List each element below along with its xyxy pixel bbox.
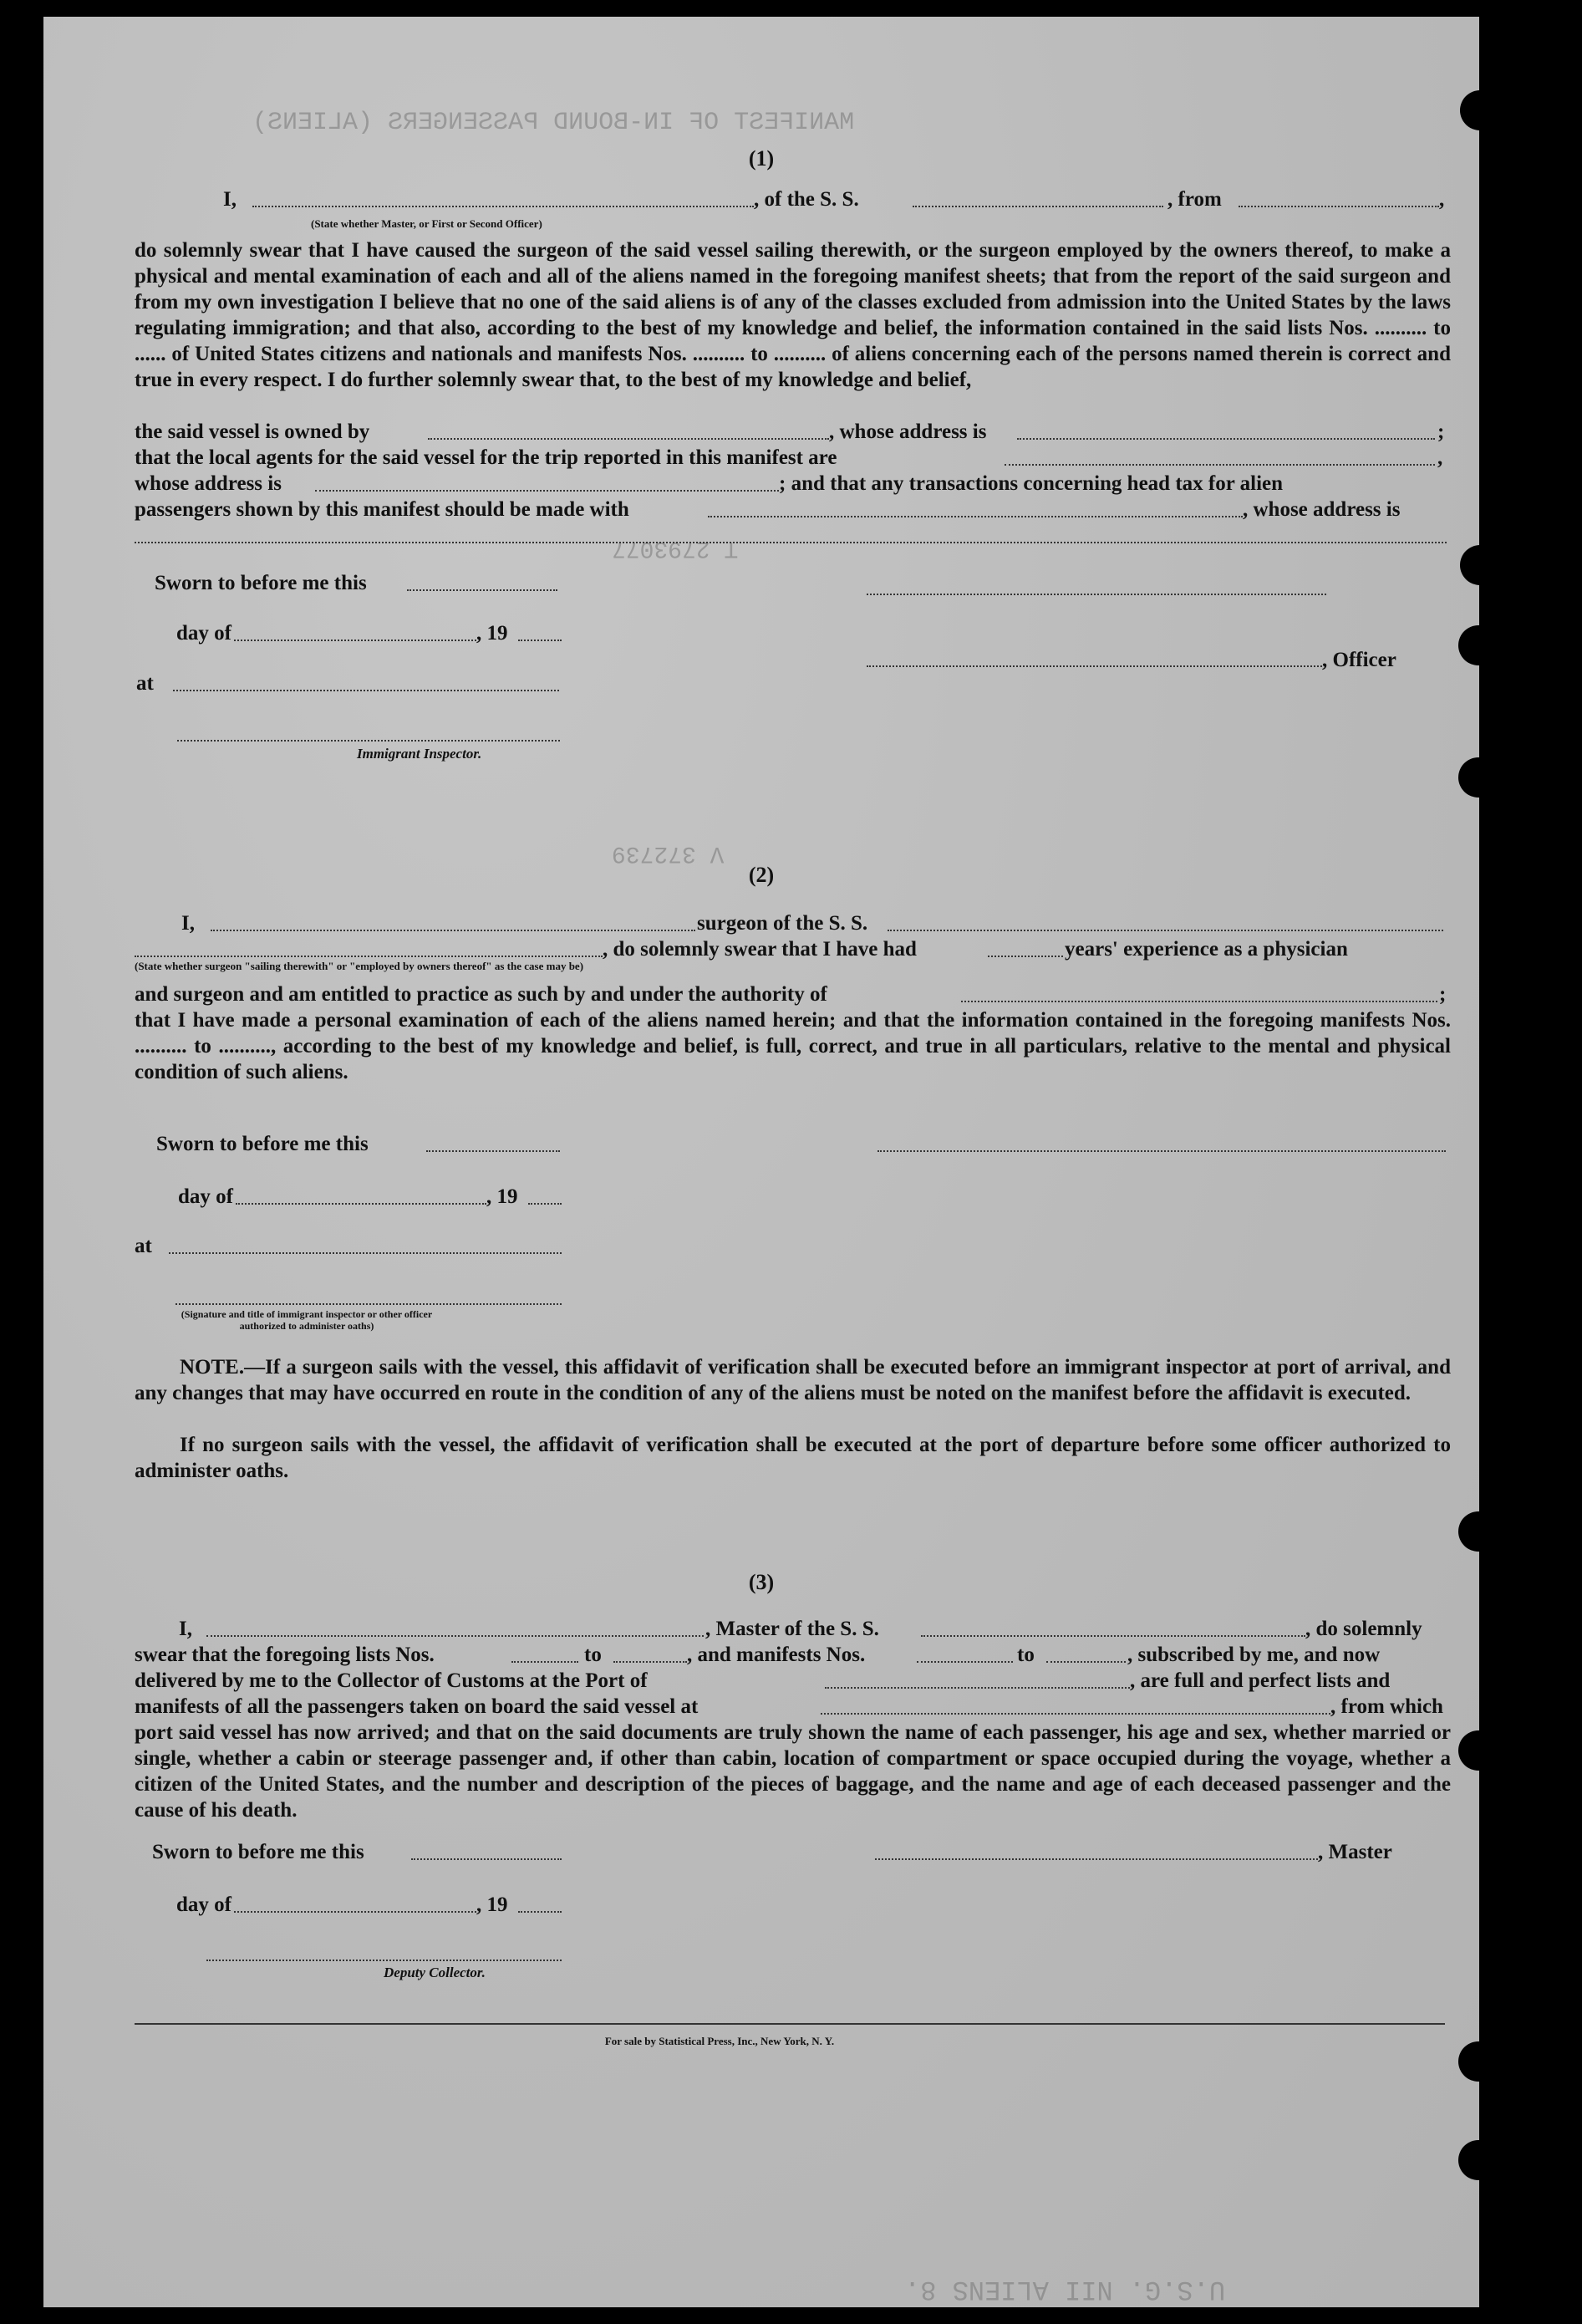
binder-hole [1460,545,1500,585]
s1-body: do solemnly swear that I have caused the surgeon of the said vessel sailing therewith, or the surgeon employed by the owners thereof, to make a physical and mental examination of each and all of the aliens named in the foregoing manifest sheets; that from the report of the said surgeon and from my own investigation I believe that no one of the said aliens is of any of the classes excluded from admission into the United States by the laws regulating immigration; and that also, according to the best of my knowledge and belief, the information contained in the said lists Nos. .......... to ...... of United States citizens and nationals and manifests Nos. .......... to .......... of aliens concerning each of the persons named therein is correct and true in every respect. I do further solemnly swear that, to the best of my knowledge and belief, [135,239,1451,391]
s2-year-field [528,1203,562,1205]
s2-surgeon-label: surgeon of the S. S. [697,912,868,935]
s3-solemnly-label: , do solemnly [1305,1618,1422,1640]
footer-publisher: For sale by Statistical Press, Inc., New York, N. Y. [604,2035,835,2047]
s3-manifests-from-field [917,1661,1013,1663]
s2-body: that I have made a personal examination of each of the aliens named herein; and that the information contained in the foregoing manifests Nos. .......... to .........., according to the best of my knowledge and belief, is full, correct, and true in all particulars, relative to the mental and physical condition of such aliens. [135,1009,1451,1083]
s1-day-label: day of [176,622,231,645]
s1-owned-label: the said vessel is owned by [135,420,370,443]
s2-authority-field [961,1001,1437,1002]
note-label: NOTE. [180,1356,245,1379]
binder-hole [1460,90,1500,130]
s2-years-label: years' experience as a physician [1065,938,1348,961]
s3-collector-label: delivered by me to the Collector of Customs at the Port of [135,1669,648,1692]
s3-lists-from-field [511,1661,578,1663]
s1-comma: , [1439,188,1445,211]
s1-owner-field [428,438,829,440]
s2-day-field [236,1203,486,1205]
section-2-number: (2) [748,863,775,887]
s2-signature-line [877,1150,1446,1152]
s2-at-field [169,1252,562,1254]
s1-agents-comma: , [1437,446,1443,469]
note-paragraph-2: If no surgeon sails with the vessel, the affidavit of verification shall be executed at the port of departure before some officer authorized to administer oaths. [135,1434,1451,1482]
bleedthrough-title: MANIFEST OF IN-BOUND PASSENGERS (ALIENS) [252,109,855,137]
s3-manifests-taken-label: manifests of all the passengers taken on board the said vessel at [135,1695,699,1718]
s1-year-field [518,640,562,641]
s3-sworn-label: Sworn to before me this [152,1841,364,1863]
binder-hole [1458,625,1498,665]
s3-subscribed-label: , subscribed by me, and now [1127,1644,1381,1666]
s2-authority-label: and surgeon and am entitled to practice as such by and under the authority of [135,983,827,1006]
s3-day-label: day of [176,1893,231,1916]
s1-officer-field [252,206,754,207]
s3-lists-label: swear that the foregoing lists Nos. [135,1644,435,1666]
s3-day-field [234,1911,476,1913]
s2-sworn-field [426,1150,560,1152]
s2-sworn-label: Sworn to before me this [156,1133,369,1155]
s1-officer-signature-line [867,665,1322,667]
s1-agents-field [1005,464,1435,466]
bleedthrough-footer: U.S.G. NII ALIENS 8. [904,2274,1226,2305]
s3-port-field [825,1687,1130,1689]
s1-ship-field [913,206,1163,207]
s1-agent-address-field [315,490,779,492]
s2-authority-semicolon: ; [1439,983,1447,1006]
s1-owner-address-label: , whose address is [829,420,987,443]
s3-manifests-to-field [1046,1661,1126,1663]
s1-officer-note: (State whether Master, or First or Second Officer) [311,217,542,230]
s1-semicolon: ; [1437,420,1445,443]
s1-address-line [135,542,1447,543]
s3-collector-signature-line [206,1960,562,1961]
s1-headtax-text: ; and that any transactions concerning head tax for alien [779,472,1284,495]
binder-hole [1458,1730,1498,1771]
s3-name-field [206,1635,704,1637]
s2-signature-note: (Signature and title of immigrant inspector or other officer authorized to administer oaths) [181,1308,433,1332]
s1-agents-label: that the local agents for the said vessel for the trip reported in this manifest are [135,446,837,469]
s3-ship-field [921,1635,1305,1637]
s2-day-label: day of [178,1185,233,1208]
s1-i-label: I, [223,188,237,211]
s3-master-signature-line [875,1858,1318,1860]
section-3-number: (3) [748,1570,775,1594]
s3-master-label: , Master of the S. S. [705,1618,879,1640]
s3-i-label: I, [179,1618,192,1640]
s1-officer-label: , Officer [1322,649,1396,671]
s1-owner-address-field [1017,438,1435,440]
s1-inspector-signature-line [177,740,560,742]
form-sheet [43,17,1479,2307]
s3-manifests-to-label: to [1017,1644,1035,1666]
s1-inspector-label: Immigrant Inspector. [357,746,482,762]
s2-swear-text: , do solemnly swear that I have had [603,938,917,961]
s3-lists-to-field [613,1661,687,1663]
s1-from-field [1239,206,1439,207]
s1-whose-address-label: , whose address is [1243,498,1401,521]
s1-sworn-field [407,589,557,591]
s1-at-field [173,690,559,691]
s1-at-label: at [136,672,154,695]
s1-from-label: , from [1167,188,1222,211]
s2-surgeon-name-field [211,930,695,931]
s2-at-label: at [135,1235,152,1257]
binder-hole [1458,2041,1498,2082]
bleedthrough-number-2: V 372739 [612,840,725,866]
binder-hole [1458,2140,1498,2180]
s1-signature-line-1 [867,594,1326,595]
s2-inspector-signature-line [175,1303,562,1305]
s1-headtax-field [708,516,1243,517]
s2-status-field [135,956,603,957]
s3-collector-label: Deputy Collector. [384,1965,486,1980]
s1-passengers-label: passengers shown by this manifest should be made with [135,498,629,521]
s3-body: port said vessel has now arrived; and that on the said documents are truly shown the name of each passenger, his age and sex, whether married or single, whether a cabin or steerage passenger and, if other than cabin, location of compartment or space occupied during the voyage, whether a citizen of the United States, and the number and description of the pieces of baggage, and the name and age of each deceased passenger and the cause of his death. [135,1721,1451,1822]
s3-port-departure-field [821,1713,1330,1715]
s3-full-lists-label: , are full and perfect lists and [1130,1669,1391,1692]
binder-hole [1458,757,1498,798]
note-paragraph-1 [135,1354,1451,1406]
s2-19-label: , 19 [486,1185,518,1208]
s3-sworn-field [411,1858,562,1860]
s2-ship-field [888,930,1443,931]
s3-from-which-label: , from which [1330,1695,1443,1718]
s1-19-label: , 19 [476,622,508,645]
binder-hole [1458,1511,1498,1552]
s3-manifests-label: , and manifests Nos. [687,1644,866,1666]
note-text-1: —If a surgeon sails with the vessel, this affidavit of verification shall be executed before an immigrant inspector at port of arrival, and any changes that may have occurred en route in the condition of any of the aliens must be noted on the manifest before the affidavit is executed. [135,1356,1451,1404]
section-1-number: (1) [748,146,775,171]
footer-rule [135,2023,1445,2025]
s3-year-field [518,1911,562,1913]
s3-lists-to-label: to [584,1644,602,1666]
s2-i-label: I, [181,912,195,935]
s3-master-signature-label: , Master [1318,1841,1392,1863]
s3-19-label: , 19 [476,1893,508,1916]
s1-day-field [234,640,476,641]
s1-ship-label: , of the S. S. [754,188,859,211]
s2-status-note: (State whether surgeon "sailing therewith" or "employed by owners thereof" as the case may be) [135,960,584,972]
s1-sworn-label: Sworn to before me this [155,572,367,594]
s1-whose-label: whose address is [135,472,282,495]
s2-years-field [988,956,1063,957]
bleedthrough-number-1: T 2793077 [612,535,739,561]
